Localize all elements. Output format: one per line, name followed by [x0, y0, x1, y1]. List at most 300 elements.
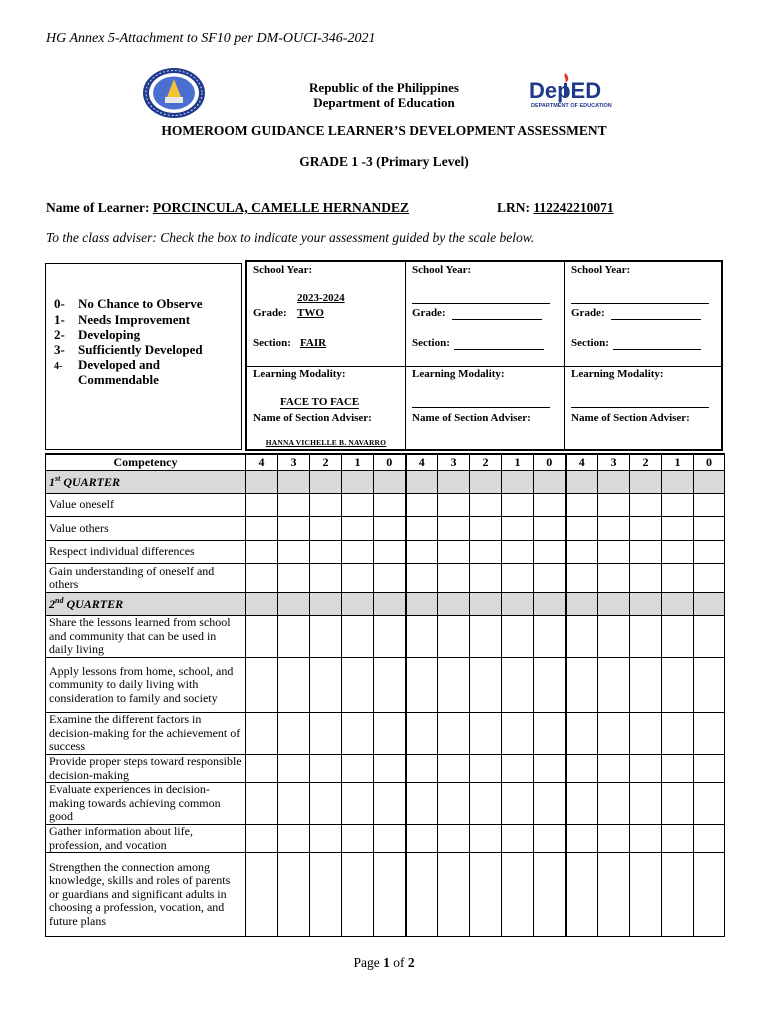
page-footer: Page 1 of 2: [353, 955, 415, 970]
rating-checkbox-cell[interactable]: [374, 541, 406, 564]
rating-checkbox-cell[interactable]: [374, 825, 406, 853]
republic-heading: Republic of the Philippines: [309, 80, 459, 95]
rating-checkbox-cell[interactable]: [374, 783, 406, 825]
rating-checkbox-cell[interactable]: [342, 616, 374, 658]
rating-checkbox-cell[interactable]: [374, 658, 406, 713]
section-blank[interactable]: [613, 349, 701, 350]
rating-checkbox-cell[interactable]: [630, 713, 662, 755]
page-total: 2: [407, 955, 415, 970]
rating-checkbox-cell[interactable]: [470, 755, 502, 783]
rating-checkbox-cell[interactable]: [342, 564, 374, 593]
competency-header: Competency: [46, 454, 246, 471]
rating-checkbox-cell[interactable]: [598, 517, 630, 541]
svg-text:DEPARTMENT OF EDUCATION: DEPARTMENT OF EDUCATION: [531, 103, 612, 109]
rating-checkbox-cell[interactable]: [694, 853, 725, 937]
quarter-cell: [566, 471, 598, 494]
competency-row: [46, 783, 725, 825]
deped-logo-icon: [527, 70, 619, 110]
modality-label: Learning Modality:: [571, 368, 664, 380]
scale-item: 3- Sufficiently Developed: [54, 342, 203, 357]
rating-checkbox-cell[interactable]: [662, 616, 694, 658]
competency-row: [46, 825, 725, 853]
rating-header: 4: [406, 454, 438, 471]
rating-header: 2: [470, 454, 502, 471]
rating-checkbox-cell[interactable]: [630, 755, 662, 783]
rating-checkbox-cell[interactable]: [630, 658, 662, 713]
rating-header: 0: [694, 454, 725, 471]
lrn-line: [497, 200, 614, 216]
quarter-cell: [246, 593, 278, 616]
rating-checkbox-cell[interactable]: [342, 517, 374, 541]
rating-checkbox-cell[interactable]: [246, 616, 278, 658]
modality-blank[interactable]: [412, 407, 550, 408]
rating-checkbox-cell[interactable]: [598, 564, 630, 593]
rating-checkbox-cell[interactable]: [534, 494, 566, 517]
rating-checkbox-cell[interactable]: [534, 825, 566, 853]
rating-checkbox-cell[interactable]: [566, 853, 598, 937]
section-label: Section:: [253, 337, 291, 349]
rating-scale-legend: [45, 263, 242, 450]
competency-row: [46, 755, 725, 783]
rating-checkbox-cell[interactable]: [278, 713, 310, 755]
adviser-label: Name of Section Adviser:: [571, 412, 690, 424]
rating-checkbox-cell[interactable]: [566, 783, 598, 825]
quarter-label: 1st QUARTER: [46, 471, 246, 494]
rating-checkbox-cell[interactable]: [534, 541, 566, 564]
rating-checkbox-cell[interactable]: [566, 658, 598, 713]
rating-checkbox-cell[interactable]: [630, 853, 662, 937]
quarter-cell: [630, 593, 662, 616]
rating-checkbox-cell[interactable]: [310, 713, 342, 755]
school-year-label: School Year:: [253, 264, 313, 276]
rating-checkbox-cell[interactable]: [470, 713, 502, 755]
section-label: Section:: [412, 337, 450, 349]
rating-checkbox-cell[interactable]: [694, 755, 725, 783]
rating-checkbox-cell[interactable]: [694, 783, 725, 825]
rating-checkbox-cell[interactable]: [246, 541, 278, 564]
school-year-blank[interactable]: [412, 303, 550, 304]
rating-checkbox-cell[interactable]: [502, 658, 534, 713]
quarter-label: 2nd QUARTER: [46, 593, 246, 616]
grade-label: Grade:: [253, 307, 287, 319]
competency-label: Evaluate experiences in decision-making towards achieving common good: [46, 783, 246, 825]
competency-label: Apply lessons from home, school, and community to daily living with consideration to family and society: [46, 658, 246, 713]
competency-label: Provide proper steps toward responsible decision-making: [46, 755, 246, 783]
grade-label: Grade:: [412, 307, 446, 319]
school-info-panel-1: [247, 262, 406, 449]
rating-checkbox-cell[interactable]: [342, 853, 374, 937]
rating-header: 0: [534, 454, 566, 471]
row-divider: [247, 366, 405, 367]
rating-checkbox-cell[interactable]: [502, 755, 534, 783]
rating-checkbox-cell[interactable]: [310, 853, 342, 937]
rating-checkbox-cell[interactable]: [566, 616, 598, 658]
school-info-panels: [245, 260, 723, 451]
rating-checkbox-cell[interactable]: [310, 825, 342, 853]
quarter-cell: [438, 471, 470, 494]
quarter-cell: [470, 593, 502, 616]
rating-checkbox-cell[interactable]: [630, 564, 662, 593]
school-year-blank[interactable]: [571, 303, 709, 304]
rating-checkbox-cell[interactable]: [310, 541, 342, 564]
competency-row: [46, 494, 725, 517]
section-value[interactable]: FAIR: [300, 337, 327, 349]
assessment-table: [45, 453, 725, 937]
rating-checkbox-cell[interactable]: [406, 616, 438, 658]
adviser-label: Name of Section Adviser:: [253, 412, 372, 424]
rating-checkbox-cell[interactable]: [310, 783, 342, 825]
rating-checkbox-cell[interactable]: [406, 541, 438, 564]
rating-header: 4: [246, 454, 278, 471]
adviser-value[interactable]: HANNA VICHELLE B. NAVARRO: [265, 438, 387, 447]
rating-checkbox-cell[interactable]: [630, 541, 662, 564]
scale-item: 4- Developed and Commendable: [54, 357, 160, 387]
quarter-cell: [662, 593, 694, 616]
rating-checkbox-cell[interactable]: [310, 755, 342, 783]
rating-checkbox-cell[interactable]: [246, 853, 278, 937]
rating-checkbox-cell[interactable]: [246, 825, 278, 853]
quarter-cell: [534, 593, 566, 616]
quarter-cell: [694, 471, 725, 494]
rating-checkbox-cell[interactable]: [694, 825, 725, 853]
rating-checkbox-cell[interactable]: [374, 713, 406, 755]
quarter-cell: [406, 593, 438, 616]
rating-checkbox-cell[interactable]: [246, 494, 278, 517]
rating-checkbox-cell[interactable]: [470, 564, 502, 593]
quarter-cell: [502, 593, 534, 616]
modality-label: Learning Modality:: [253, 368, 346, 380]
quarter-cell: [598, 471, 630, 494]
modality-value[interactable]: FACE TO FACE: [280, 396, 360, 408]
rating-checkbox-cell[interactable]: [470, 853, 502, 937]
competency-label: Examine the different factors in decision-making for the achievement of success: [46, 713, 246, 755]
quarter-cell: [342, 471, 374, 494]
rating-checkbox-cell[interactable]: [662, 713, 694, 755]
rating-checkbox-cell[interactable]: [374, 494, 406, 517]
rating-checkbox-cell[interactable]: [566, 825, 598, 853]
rating-checkbox-cell[interactable]: [406, 825, 438, 853]
competency-row: [46, 658, 725, 713]
table-header-row: [46, 454, 725, 471]
rating-checkbox-cell[interactable]: [406, 658, 438, 713]
rating-checkbox-cell[interactable]: [278, 494, 310, 517]
rating-checkbox-cell[interactable]: [374, 564, 406, 593]
rating-checkbox-cell[interactable]: [470, 825, 502, 853]
quarter-cell: [470, 471, 502, 494]
grade-label: Grade:: [571, 307, 605, 319]
school-year-value[interactable]: 2023-2024: [297, 292, 345, 304]
rating-checkbox-cell[interactable]: [470, 541, 502, 564]
rating-header: 0: [374, 454, 406, 471]
rating-checkbox-cell[interactable]: [438, 541, 470, 564]
rating-checkbox-cell[interactable]: [502, 517, 534, 541]
rating-checkbox-cell[interactable]: [630, 783, 662, 825]
competency-label: Gather information about life, profession, and vocation: [46, 825, 246, 853]
rating-checkbox-cell[interactable]: [662, 564, 694, 593]
rating-checkbox-cell[interactable]: [694, 713, 725, 755]
rating-checkbox-cell[interactable]: [406, 783, 438, 825]
rating-checkbox-cell[interactable]: [502, 825, 534, 853]
quarter-cell: [502, 471, 534, 494]
rating-checkbox-cell[interactable]: [278, 755, 310, 783]
quarter-row: [46, 471, 725, 494]
rating-checkbox-cell[interactable]: [278, 564, 310, 593]
rating-checkbox-cell[interactable]: [566, 541, 598, 564]
rating-checkbox-cell[interactable]: [598, 541, 630, 564]
rating-checkbox-cell[interactable]: [438, 783, 470, 825]
quarter-cell: [438, 593, 470, 616]
rating-checkbox-cell[interactable]: [438, 853, 470, 937]
rating-checkbox-cell[interactable]: [598, 825, 630, 853]
grade-value[interactable]: TWO: [297, 307, 324, 319]
rating-checkbox-cell[interactable]: [342, 825, 374, 853]
rating-header: 1: [502, 454, 534, 471]
school-info-panel-2: [406, 262, 565, 449]
rating-checkbox-cell[interactable]: [566, 755, 598, 783]
rating-checkbox-cell[interactable]: [534, 564, 566, 593]
rating-checkbox-cell[interactable]: [598, 616, 630, 658]
scale-item: 0- No Chance to Observe: [54, 296, 203, 311]
rating-checkbox-cell[interactable]: [502, 564, 534, 593]
rating-header: 3: [278, 454, 310, 471]
rating-checkbox-cell[interactable]: [662, 853, 694, 937]
rating-checkbox-cell[interactable]: [310, 564, 342, 593]
rating-checkbox-cell[interactable]: [310, 517, 342, 541]
rating-checkbox-cell[interactable]: [598, 853, 630, 937]
scale-item: 2- Developing: [54, 327, 141, 342]
rating-checkbox-cell[interactable]: [502, 713, 534, 755]
quarter-cell: [278, 471, 310, 494]
rating-checkbox-cell[interactable]: [662, 783, 694, 825]
school-year-label: School Year:: [571, 264, 631, 276]
rating-checkbox-cell[interactable]: [246, 755, 278, 783]
rating-checkbox-cell[interactable]: [438, 825, 470, 853]
competency-label: Gain understanding of oneself and others: [46, 564, 246, 593]
grade-blank[interactable]: [452, 319, 542, 320]
rating-checkbox-cell[interactable]: [470, 658, 502, 713]
rating-checkbox-cell[interactable]: [662, 658, 694, 713]
rating-checkbox-cell[interactable]: [438, 658, 470, 713]
rating-checkbox-cell[interactable]: [278, 853, 310, 937]
rating-checkbox-cell[interactable]: [566, 713, 598, 755]
quarter-cell: [694, 593, 725, 616]
rating-header: 2: [630, 454, 662, 471]
quarter-cell: [534, 471, 566, 494]
quarter-cell: [566, 593, 598, 616]
rating-checkbox-cell[interactable]: [342, 755, 374, 783]
learner-name-line: [46, 200, 409, 216]
rating-checkbox-cell[interactable]: [598, 783, 630, 825]
rating-checkbox-cell[interactable]: [310, 494, 342, 517]
rating-checkbox-cell[interactable]: [534, 616, 566, 658]
rating-checkbox-cell[interactable]: [246, 658, 278, 713]
rating-checkbox-cell[interactable]: [694, 541, 725, 564]
svg-text:DepED: DepED: [529, 78, 602, 103]
quarter-cell: [662, 471, 694, 494]
rating-checkbox-cell[interactable]: [438, 616, 470, 658]
grade-level-title: GRADE 1 -3 (Primary Level): [299, 154, 469, 169]
rating-checkbox-cell[interactable]: [406, 564, 438, 593]
rating-checkbox-cell[interactable]: [470, 616, 502, 658]
competency-label: Strengthen the connection among knowledge, skills and roles of parents or guardians and significant adults in choosing a profession, vocation, and future plans: [46, 853, 246, 937]
rating-checkbox-cell[interactable]: [342, 658, 374, 713]
competency-row: [46, 713, 725, 755]
grade-blank[interactable]: [611, 319, 701, 320]
rating-checkbox-cell[interactable]: [694, 658, 725, 713]
department-heading: Department of Education: [313, 95, 455, 110]
competency-row: [46, 616, 725, 658]
lrn-value: 112242210071: [533, 200, 614, 215]
rating-header: 1: [342, 454, 374, 471]
rating-checkbox-cell[interactable]: [406, 755, 438, 783]
modality-blank[interactable]: [571, 407, 709, 408]
rating-checkbox-cell[interactable]: [662, 541, 694, 564]
rating-checkbox-cell[interactable]: [534, 755, 566, 783]
competency-label: Value others: [46, 517, 246, 541]
rating-checkbox-cell[interactable]: [278, 658, 310, 713]
rating-checkbox-cell[interactable]: [278, 783, 310, 825]
rating-checkbox-cell[interactable]: [310, 658, 342, 713]
rating-checkbox-cell[interactable]: [566, 564, 598, 593]
rating-checkbox-cell[interactable]: [342, 494, 374, 517]
rating-checkbox-cell[interactable]: [342, 713, 374, 755]
rating-checkbox-cell[interactable]: [470, 517, 502, 541]
rating-checkbox-cell[interactable]: [374, 853, 406, 937]
rating-checkbox-cell[interactable]: [374, 755, 406, 783]
rating-checkbox-cell[interactable]: [630, 616, 662, 658]
quarter-cell: [598, 593, 630, 616]
competency-row: [46, 517, 725, 541]
rating-checkbox-cell[interactable]: [662, 494, 694, 517]
competency-label: Value oneself: [46, 494, 246, 517]
document-title: HOMEROOM GUIDANCE LEARNER’S DEVELOPMENT ASSESSMENT: [161, 123, 607, 138]
instruction-text: To the class adviser: Check the box to indicate your assessment guided by the scale below.: [46, 230, 535, 245]
rating-header: 3: [598, 454, 630, 471]
annex-reference: HG Annex 5-Attachment to SF10 per DM-OUCI-346-2021: [46, 31, 376, 46]
rating-checkbox-cell[interactable]: [630, 494, 662, 517]
rating-checkbox-cell[interactable]: [598, 494, 630, 517]
rating-checkbox-cell[interactable]: [566, 517, 598, 541]
quarter-cell: [630, 471, 662, 494]
rating-checkbox-cell[interactable]: [534, 517, 566, 541]
rating-checkbox-cell[interactable]: [470, 783, 502, 825]
quarter-cell: [342, 593, 374, 616]
rating-checkbox-cell[interactable]: [694, 517, 725, 541]
row-divider: [406, 366, 564, 367]
adviser-label: Name of Section Adviser:: [412, 412, 531, 424]
rating-checkbox-cell[interactable]: [534, 853, 566, 937]
row-divider: [565, 366, 721, 367]
rating-checkbox-cell[interactable]: [342, 783, 374, 825]
rating-checkbox-cell[interactable]: [502, 616, 534, 658]
adviser-blank[interactable]: [412, 450, 550, 451]
rating-header: 1: [662, 454, 694, 471]
quarter-cell: [406, 471, 438, 494]
rating-checkbox-cell[interactable]: [470, 494, 502, 517]
rating-checkbox-cell[interactable]: [438, 564, 470, 593]
rating-checkbox-cell[interactable]: [534, 713, 566, 755]
rating-checkbox-cell[interactable]: [374, 616, 406, 658]
modality-label: Learning Modality:: [412, 368, 505, 380]
rating-header: 2: [310, 454, 342, 471]
rating-checkbox-cell[interactable]: [534, 658, 566, 713]
rating-checkbox-cell[interactable]: [374, 517, 406, 541]
rating-checkbox-cell[interactable]: [246, 783, 278, 825]
rating-checkbox-cell[interactable]: [278, 541, 310, 564]
quarter-cell: [246, 471, 278, 494]
rating-checkbox-cell[interactable]: [502, 494, 534, 517]
rating-checkbox-cell[interactable]: [406, 713, 438, 755]
rating-checkbox-cell[interactable]: [438, 517, 470, 541]
competency-row: [46, 853, 725, 937]
rating-checkbox-cell[interactable]: [438, 755, 470, 783]
rating-checkbox-cell[interactable]: [566, 494, 598, 517]
rating-checkbox-cell[interactable]: [598, 713, 630, 755]
quarter-cell: [374, 471, 406, 494]
rating-checkbox-cell[interactable]: [502, 853, 534, 937]
rating-checkbox-cell[interactable]: [246, 564, 278, 593]
rating-checkbox-cell[interactable]: [502, 783, 534, 825]
quarter-cell: [374, 593, 406, 616]
adviser-blank[interactable]: [571, 450, 709, 451]
rating-checkbox-cell[interactable]: [278, 616, 310, 658]
rating-checkbox-cell[interactable]: [630, 517, 662, 541]
rating-checkbox-cell[interactable]: [630, 825, 662, 853]
quarter-cell: [310, 593, 342, 616]
rating-checkbox-cell[interactable]: [342, 541, 374, 564]
rating-checkbox-cell[interactable]: [278, 825, 310, 853]
rating-checkbox-cell[interactable]: [438, 494, 470, 517]
rating-header: 3: [438, 454, 470, 471]
page-number: 1: [383, 955, 390, 970]
learner-name-value: PORCINCULA, CAMELLE HERNANDEZ: [152, 200, 409, 215]
rating-checkbox-cell[interactable]: [694, 494, 725, 517]
rating-checkbox-cell[interactable]: [534, 783, 566, 825]
rating-checkbox-cell[interactable]: [662, 825, 694, 853]
rating-checkbox-cell[interactable]: [438, 713, 470, 755]
rating-checkbox-cell[interactable]: [694, 564, 725, 593]
competency-label: Share the lessons learned from school and community that can be used in daily living: [46, 616, 246, 658]
rating-checkbox-cell[interactable]: [278, 517, 310, 541]
lrn-label: LRN:: [497, 200, 530, 215]
rating-checkbox-cell[interactable]: [406, 494, 438, 517]
quarter-row: [46, 593, 725, 616]
rating-checkbox-cell[interactable]: [246, 713, 278, 755]
rating-checkbox-cell[interactable]: [246, 517, 278, 541]
competency-label: Respect individual differences: [46, 541, 246, 564]
quarter-cell: [278, 593, 310, 616]
school-year-label: School Year:: [412, 264, 472, 276]
school-info-panel-3: [565, 262, 721, 449]
rating-checkbox-cell[interactable]: [662, 755, 694, 783]
rating-header: 4: [566, 454, 598, 471]
rating-checkbox-cell[interactable]: [502, 541, 534, 564]
learner-name-label: Name of Learner:: [46, 200, 150, 215]
scale-item: 1- Needs Improvement: [54, 312, 191, 327]
competency-row: [46, 541, 725, 564]
rating-checkbox-cell[interactable]: [310, 616, 342, 658]
rating-checkbox-cell[interactable]: [406, 853, 438, 937]
section-label: Section:: [571, 337, 609, 349]
section-blank[interactable]: [454, 349, 544, 350]
rating-checkbox-cell[interactable]: [662, 517, 694, 541]
rating-checkbox-cell[interactable]: [598, 658, 630, 713]
competency-row: [46, 564, 725, 593]
rating-checkbox-cell[interactable]: [694, 616, 725, 658]
quarter-cell: [310, 471, 342, 494]
rating-checkbox-cell[interactable]: [598, 755, 630, 783]
rating-checkbox-cell[interactable]: [406, 517, 438, 541]
